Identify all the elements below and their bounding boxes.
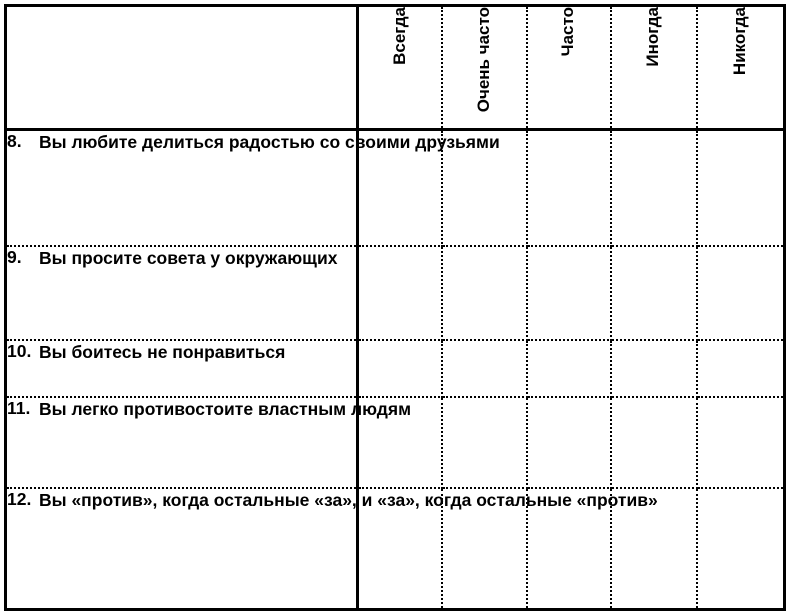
header-label-very-often: Очень часто (473, 7, 493, 113)
header-label-never: Никогда (730, 7, 750, 76)
question-cell-8 (6, 130, 500, 247)
answer-cell-10-often[interactable] (527, 340, 611, 396)
answer-cell-10-never[interactable] (697, 340, 785, 396)
answer-cell-8-sometimes[interactable] (611, 130, 697, 247)
answer-cell-11-sometimes[interactable] (611, 397, 697, 489)
answer-cell-11-very-often[interactable] (442, 397, 527, 489)
answer-cell-10-very-often[interactable] (442, 340, 527, 396)
answer-cell-12-never[interactable] (697, 488, 785, 609)
question-text-10: Вы боитесь не понравиться (39, 342, 286, 363)
header-column-sometimes (611, 6, 697, 130)
question-number-12: 12. (7, 489, 32, 510)
header-column-never (697, 6, 785, 130)
header-label-often: Часто (558, 7, 578, 57)
question-number-11: 11. (7, 397, 31, 418)
answer-cell-9-often[interactable] (527, 246, 611, 340)
header-column-very-often (442, 6, 527, 130)
answer-cell-9-always[interactable] (358, 246, 442, 340)
question-cell-12 (6, 488, 658, 609)
answer-cell-9-sometimes[interactable] (611, 246, 697, 340)
table-row (6, 488, 785, 609)
answer-cell-8-never[interactable] (697, 130, 785, 247)
header-label-sometimes: Иногда (643, 7, 663, 67)
question-number-8: 8. (7, 131, 22, 152)
answer-cell-8-often[interactable] (527, 130, 611, 247)
questionnaire-table (4, 4, 786, 611)
header-question-column (6, 6, 358, 130)
question-text-12: Вы «против», когда остальные «за», и «за», когда остальные «против» (39, 490, 658, 511)
question-text-8: Вы любите делиться радостью со своими друзьями (39, 132, 500, 153)
table-row (6, 340, 785, 396)
answer-cell-11-often[interactable] (527, 397, 611, 489)
question-text-9: Вы просите совета у окружающих (39, 248, 338, 269)
answer-cell-10-always[interactable] (358, 340, 442, 396)
header-column-always (358, 6, 442, 130)
answer-cell-10-sometimes[interactable] (611, 340, 697, 396)
table-row (6, 246, 785, 340)
table-row (6, 397, 785, 489)
table-row (6, 130, 785, 247)
answer-cell-9-never[interactable] (697, 246, 785, 340)
header-label-always: Всегда (389, 7, 409, 65)
question-number-10: 10. (7, 341, 32, 362)
question-text-11: Вы легко противостоите властным людям (39, 398, 412, 419)
table-header-row (6, 6, 785, 130)
question-number-9: 9. (7, 247, 22, 268)
question-cell-9 (6, 246, 358, 340)
answer-cell-9-very-often[interactable] (442, 246, 527, 340)
answer-cell-11-never[interactable] (697, 397, 785, 489)
header-column-often (527, 6, 611, 130)
question-cell-11 (6, 397, 412, 489)
question-cell-10 (6, 340, 358, 396)
